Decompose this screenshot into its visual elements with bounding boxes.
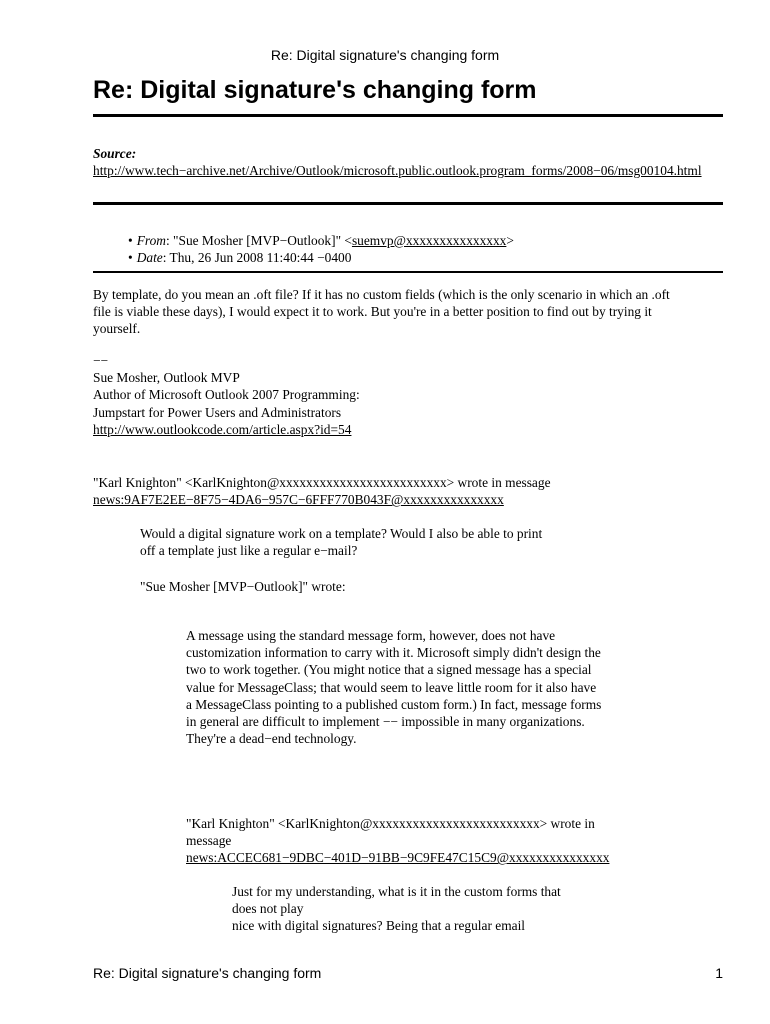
quote2-news-link[interactable]: news:ACCEC681−9DBC−401D−91BB−9C9FE47C15C9@xxxxxxxxxxxxxxx	[186, 850, 610, 866]
quote-line: value for MessageClass; that would seem to leave little room for it also have	[186, 679, 597, 695]
running-header: Re: Digital signature's changing form	[270, 47, 500, 63]
from-close: >	[506, 233, 514, 248]
quote-line: a MessageClass pointing to a published custom form.) In fact, message forms	[186, 696, 602, 712]
meta-from	[128, 232, 514, 249]
signature-line: Jumpstart for Power Users and Administrators	[93, 404, 342, 420]
intro-line: By template, do you mean an .oft file? If it has no custom fields (which is the only scenario in which an .oft	[93, 287, 670, 302]
quote1-header	[93, 474, 551, 508]
quote2-body	[186, 627, 601, 747]
meta-rule	[93, 271, 723, 273]
quote2-attribution: message	[186, 833, 232, 849]
source-link[interactable]: http://www.tech−archive.net/Archive/Outlook/microsoft.public.outlook.program_forms/2008−06/msg00104.html	[93, 163, 702, 179]
from-email-link[interactable]: suemvp@xxxxxxxxxxxxxxx	[351, 233, 507, 248]
footer-title: Re: Digital signature's changing form	[93, 965, 322, 981]
quote-line: A message using the standard message form, however, does not have	[186, 628, 556, 643]
date-label: Date	[136, 250, 163, 266]
signature-line: Author of Microsoft Outlook 2007 Programming:	[93, 387, 360, 403]
from-name: : "Sue Mosher [MVP−Outlook]" <	[165, 233, 352, 248]
quote1-attribution: "Karl Knighton" <KarlKnighton@xxxxxxxxxxxxxxxxxxxxxxxxx> wrote in message	[93, 475, 551, 490]
message-meta	[128, 232, 514, 266]
quote-line: Just for my understanding, what is it in the custom forms that	[232, 884, 561, 899]
quote1-body	[140, 525, 542, 559]
page-title: Re: Digital signature's changing form	[93, 76, 537, 104]
source-block	[93, 145, 702, 179]
quote2-attribution: "Karl Knighton" <KarlKnighton@xxxxxxxxxxxxxxxxxxxxxxxxx> wrote in	[186, 816, 595, 831]
quote-line: Would a digital signature work on a template? Would I also be able to print	[140, 526, 543, 541]
page-number: 1	[715, 965, 723, 981]
meta-date	[128, 249, 514, 266]
source-label: Source:	[93, 146, 137, 161]
date-value: : Thu, 26 Jun 2008 11:40:44 −0400	[162, 250, 352, 266]
quote2-header	[186, 815, 609, 867]
quote-line: in general are difficult to implement −− impossible in many organizations.	[186, 714, 585, 730]
quote-line: two to work together. (You might notice that a signed message has a special	[186, 662, 592, 678]
quote-line: off a template just like a regular e−mail?	[140, 543, 358, 559]
signature-separator: −−	[93, 353, 109, 368]
from-label: From	[136, 233, 166, 248]
quote3-body	[232, 883, 561, 935]
signature-block	[93, 352, 360, 438]
quote-line: does not play	[232, 901, 304, 917]
quote-line: They're a dead−end technology.	[186, 731, 357, 747]
quote-line: customization information to carry with it. Microsoft simply didn't design the	[186, 645, 601, 661]
message-body	[93, 286, 733, 338]
intro-paragraph	[93, 286, 733, 338]
signature-link[interactable]: http://www.outlookcode.com/article.aspx?id=54	[93, 421, 352, 437]
intro-line: file is viable these days), I would expect it to work. But you're in a better position to find out by trying it	[93, 304, 652, 320]
title-rule	[93, 114, 723, 117]
signature-line: Sue Mosher, Outlook MVP	[93, 370, 240, 386]
intro-line: yourself.	[93, 321, 141, 337]
source-rule	[93, 202, 723, 205]
quote1-wrote: "Sue Mosher [MVP−Outlook]" wrote:	[140, 579, 346, 594]
quote-line: nice with digital signatures? Being that a regular email	[232, 918, 526, 934]
quote1-news-link[interactable]: news:9AF7E2EE−8F75−4DA6−957C−6FFF770B043F@xxxxxxxxxxxxxxx	[93, 492, 504, 508]
